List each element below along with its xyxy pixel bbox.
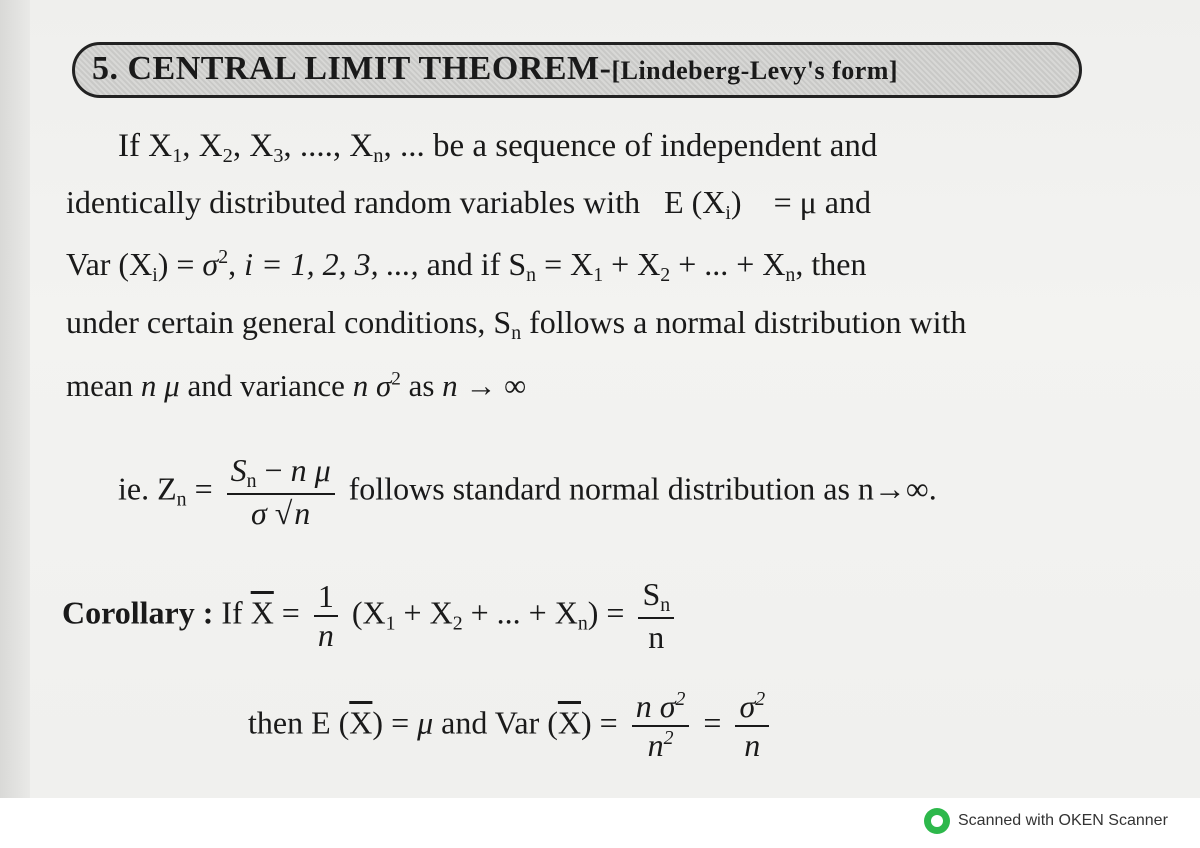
text-and-if-s: and if S [426, 246, 527, 282]
text-follows-standard: follows standard normal distribution as n→∞. [348, 470, 937, 507]
z-fraction: $\frac{S_n - n \mu}{\sigma √n}$ [227, 452, 335, 532]
theorem-line-5: mean n μ and variance n $\sigma^2$ as n → ∞ [66, 368, 527, 403]
scanner-text: Scanned with OKEN Scanner [958, 812, 1168, 829]
text-ie-z: ie. Z [118, 470, 177, 507]
text-as: as [408, 368, 435, 403]
text-and-var: and Var [441, 704, 540, 741]
title-form: [Lindeberg-Levy's form] [611, 56, 899, 85]
oken-scanner-logo-icon [924, 808, 950, 834]
text-var: Var (X [66, 246, 153, 282]
theorem-line-4: under certain general conditions, $S_n$ follows a normal distribution with [66, 304, 967, 344]
var-fraction-2: $\frac{\sigma^2}{n}$ [735, 688, 769, 764]
sn-over-n-fraction: $\frac{S_n}{n}$ [638, 576, 674, 656]
text-mu-and: = μ and [773, 184, 871, 220]
text-corollary-if: If [221, 594, 243, 631]
then-line: then E $(\overline{X}) = \mu$ and Var $(\overline{X})$ = $\frac{n \sigma^2}{n^2}$ = $\frac{\sigma^2}{n}$ [248, 688, 775, 764]
text-then-e: then E [248, 704, 331, 741]
text-then: then [811, 246, 867, 282]
corollary-line: Corollary : If $\overline{X}$ = $\frac{1}{n}$ ($X_1 + X_2$ + ... + $X_n$) = $\frac{S_n}{n}$ [62, 576, 680, 656]
corollary-label: Corollary : [62, 594, 214, 631]
text-index-range: i = 1, 2, 3, ..., [244, 246, 419, 282]
section-title [92, 50, 898, 88]
text-follows-normal: follows a normal distribution with [529, 304, 967, 340]
theorem-line-1: If $X_1$, $X_2$, $X_3$, ...., $X_n$, ... be a sequence of independent and [118, 128, 878, 168]
ie-formula-line: ie. $Z_n$ = $\frac{S_n - n \mu}{\sigma √n}$ follows standard normal distribution as n→∞. [118, 452, 937, 531]
var-fraction-1: $\frac{n \sigma^2}{n^2}$ [632, 688, 690, 764]
text-and-variance: and variance [187, 368, 345, 403]
text-if-x: If X [118, 128, 173, 164]
theorem-line-2: identically distributed random variables with E $(X_i)$ = μ and [66, 184, 871, 224]
scanner-watermark [924, 806, 1168, 836]
text-under-conditions: under certain general conditions, S [66, 304, 512, 340]
page-binding-shadow [0, 0, 30, 798]
text-sequence: be a sequence of independent and [432, 128, 878, 164]
text-expectation: E (X [664, 184, 726, 220]
one-over-n-fraction: $\frac{1}{n}$ [314, 578, 338, 654]
theorem-line-3: Var $(X_i) = \sigma^2$, i = 1, 2, 3, ..., and if $S_n = X_1 + X_2$ + ... + $X_n$, then [66, 246, 867, 286]
text-identically: identically distributed random variables with [66, 184, 641, 220]
text-sum: = X [544, 246, 594, 282]
title-main: 5. CENTRAL LIMIT THEOREM- [92, 50, 612, 87]
text-mean: mean [66, 368, 134, 403]
